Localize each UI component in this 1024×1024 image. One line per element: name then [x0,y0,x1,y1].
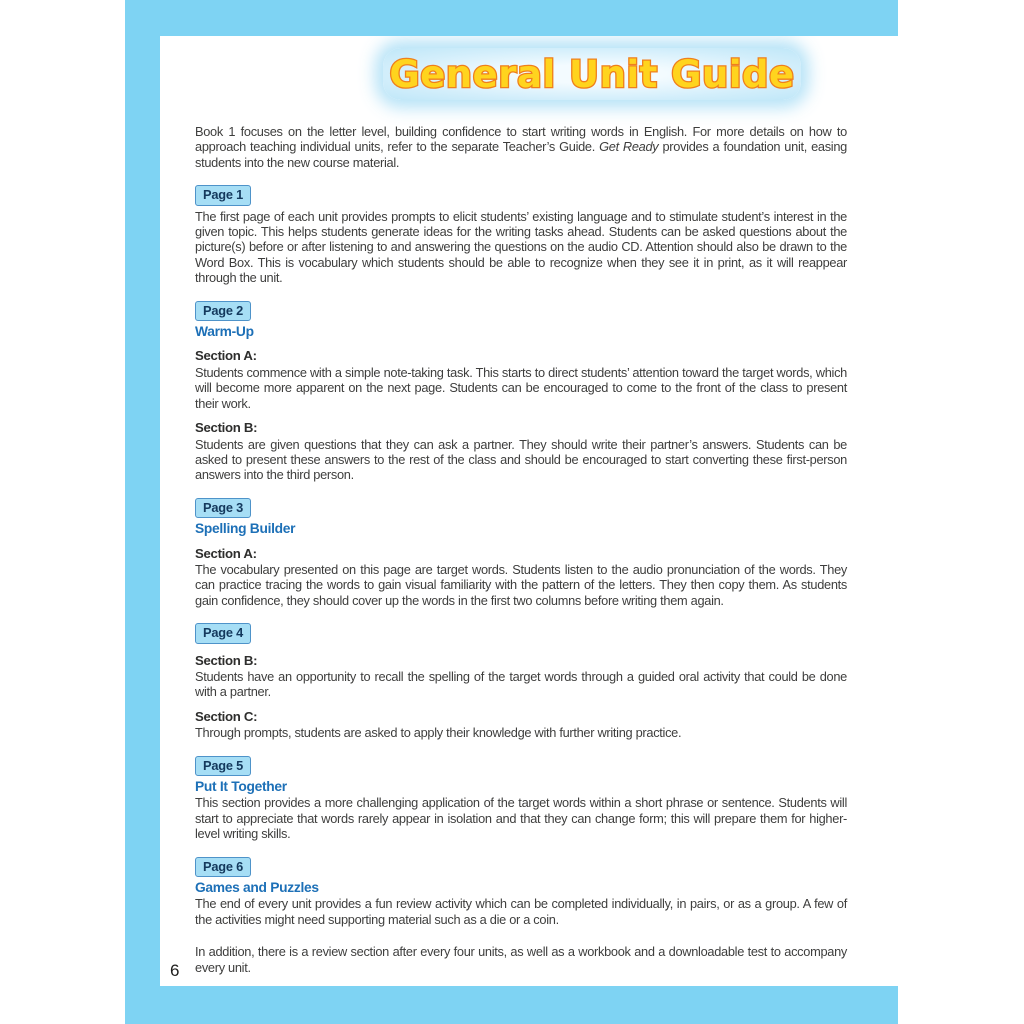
intro-paragraph [195,124,847,170]
page-badge: Page 3 [195,498,251,518]
section-page-1 [195,185,847,285]
page-number: 6 [170,961,180,980]
section-paragraph: The vocabulary presented on this page are target words. Students listen to the audio pronunciation of the words. They can practice tracing the words to gain visual familiarity with the pattern of the letters. They then copy them. As students gain confidence, they should cover up the words in the first two columns before writing them again. [195,561,847,608]
badge-row [195,301,847,321]
intro-text: Book 1 focuses on the letter level, building confidence to start writing words in English. For more details on how to approach teaching individual units, refer to the separate Teacher’s Guide. [195,124,847,155]
page-badge: Page 1 [195,185,251,205]
badge-row [195,498,847,518]
section-label: Section A: [195,545,257,561]
section-heading: Games and Puzzles [195,880,319,896]
section-paragraph: The first page of each unit provides prompts to elicit students’ existing language and to stimulate student’s interest in the given topic. This helps students generate ideas for the writing tasks ahead. Students can be asked questions about the picture(s) before or after listening to and answering the questions on the audio CD. Attention should also be drawn to the Word Box. This is vocabulary which students should be able to recognize when they see it in print, as it will reappear through the unit. [195,208,847,286]
section-paragraph: Through prompts, students are asked to apply their knowledge with further writing practice. [195,725,682,741]
section-label: Section C: [195,708,258,724]
section-heading: Warm-Up [195,324,254,340]
section-heading: Put It Together [195,779,287,794]
section-page-6 [195,857,847,928]
page-badge: Page 2 [195,301,251,321]
badge-row [195,623,847,643]
section-page-5 [195,756,847,842]
badge-row [195,857,847,877]
section-page-4 [195,623,847,740]
page-content [195,124,847,975]
intro-italic-text: Get Ready [599,139,659,155]
page-title: General Unit Guide [383,48,801,100]
page-badge: Page 5 [195,756,251,776]
section-paragraph: Students commence with a simple note-taking task. This starts to direct students’ attention toward the target words, which will become more apparent on the next page. Students can be encouraged to come to the front of the class to present their work. [195,364,847,411]
section-label: Section B: [195,652,258,668]
book-page [160,36,1024,986]
section-label: Section A: [195,348,257,364]
section-paragraph: Students are given questions that they can ask a partner. They should write their partner’s answers. Students can be asked to present these answers to the rest of the class and should be encouraged to start converting these first-person answers into the third person. [195,436,847,483]
section-label: Section B: [195,420,258,436]
section-paragraph: This section provides a more challenging application of the target words within a short phrase or sentence. Students will start to appreciate that words rarely appear in isolation and that they can change form; this will prepare them for higher-level writing skills. [195,795,847,842]
closing-paragraph: In addition, there is a review section after every four units, as well as a workbook and a downloadable test to accompany every unit. [195,944,847,975]
section-heading: Spelling Builder [195,521,296,537]
badge-row [195,756,847,776]
badge-row [195,185,847,205]
section-page-2 [195,301,847,483]
page-badge: Page 4 [195,623,251,643]
intro-text-after: provides a foundation unit, easing students into the new course material. [195,139,847,170]
section-page-3 [195,498,847,608]
page-badge: Page 6 [195,857,251,877]
section-paragraph: Students have an opportunity to recall the spelling of the target words through a guided oral activity that could be done with a partner. [195,668,847,700]
section-paragraph: The end of every unit provides a fun review activity which can be completed individually, in pairs, or as a group. A few of the activities might need supporting material such as a die or a coin. [195,896,847,927]
